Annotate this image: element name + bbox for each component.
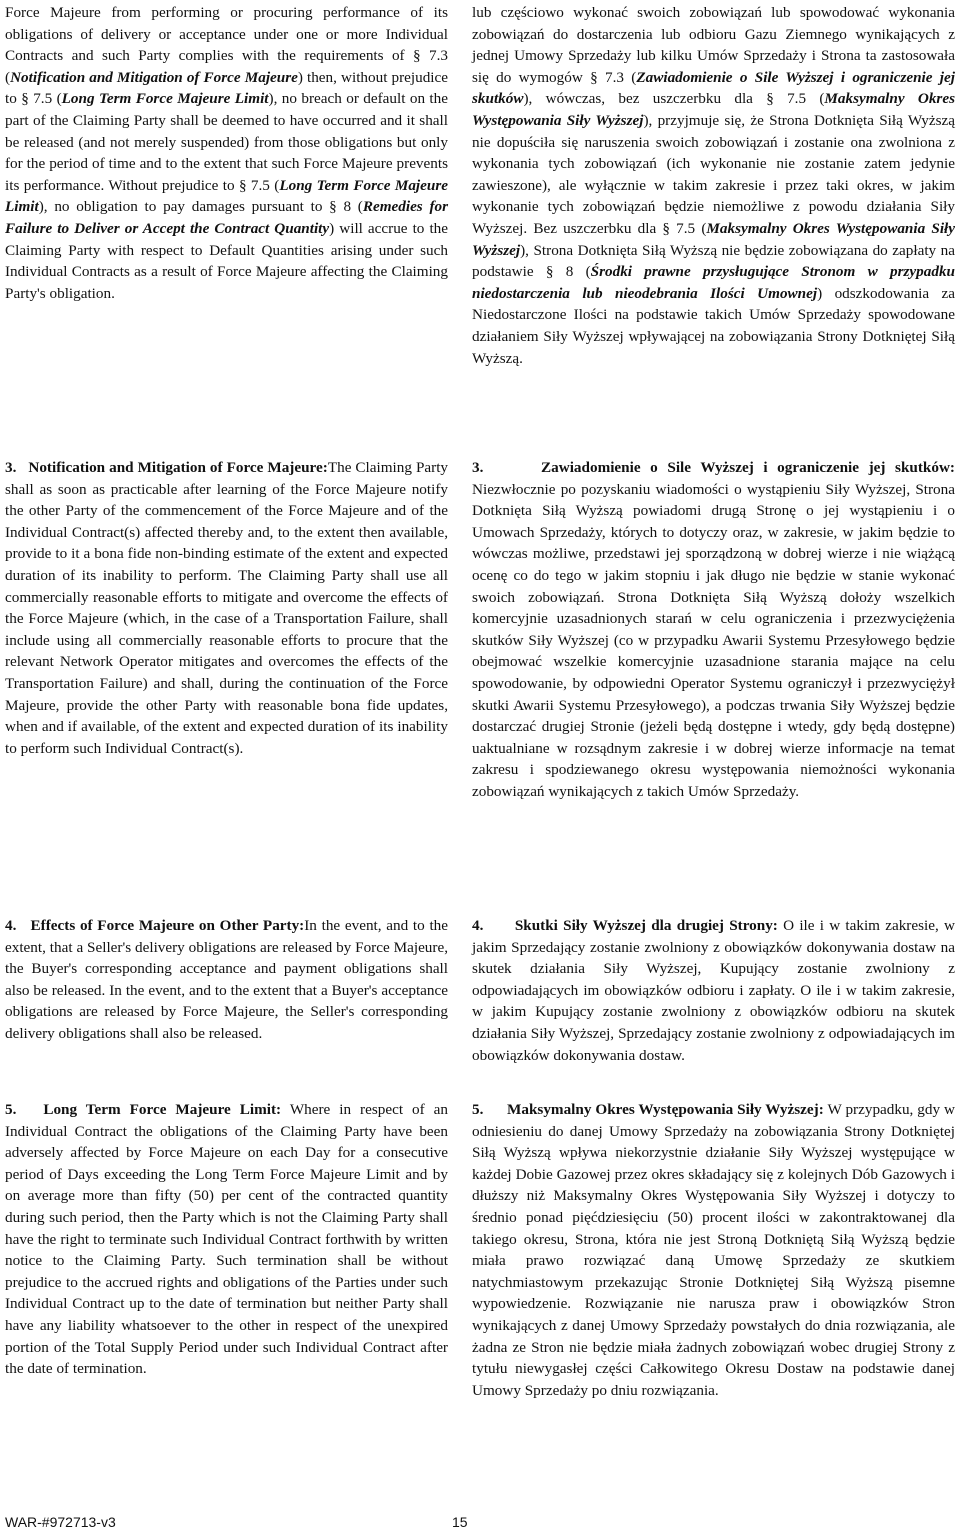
section-sign: § <box>590 68 598 86</box>
paragraph <box>472 915 955 1066</box>
text-run: Where in respect of an Individual Contract the obligations of the Claiming Party have been adversely affected by Force Majeure on each Day for a consecutive period of Days exceeding the Long Term Force Majeure Limit and by on average more than fifty (50) per cent of the contracted quantity during such period, then the Party which is not the Claiming Party shall have the right to terminate such Individual Contract forthwith by written notice to the Claiming Party. Such termination shall be without prejudice to the accrued rights and obligations of the Parties under such Individual Contract up to the date of termination but neither Party shall have any liability whatsoever to the other in respect of the unexpired portion of the Total Supply Period under such Individual Contract after the date of termination. <box>5 1101 448 1378</box>
clause-heading: 4. Skutki Siły Wyższej dla drugiej Strony: <box>472 917 778 934</box>
text-run: ), wówczas, bez uszczerbku dla <box>523 90 767 108</box>
section-sign: § <box>766 90 774 108</box>
text-run: O ile i w takim zakresie, w jakim Sprzedający zostanie zwolniony z obowiązków dokonywania dostaw na skutek działania Siły Wyższej, Kupujący zostanie zwolniony z odpowiadających im obowiązków odbioru i zapłaty. O ile i w takim zakresie, w jakim Kupujący zostanie zwolniony z obowiązków odbioru na skutek działania Siły Wyższej, Sprzedający zostanie zwolniony z odpowiadających im obowiązków dokonywania dostaw. <box>472 917 955 1064</box>
cross-reference-title: Long Term Force Majeure Limit <box>5 176 448 216</box>
clause-heading: 5. Maksymalny Okres Występowania Siły Wyższej: <box>472 1101 824 1118</box>
section-sign: § <box>545 263 554 281</box>
cross-reference-title: Notification and Mitigation of Force Majeure <box>10 68 298 86</box>
text-run: ) odszkodowania za Niedostarczone Ilości na podstawie takich Umów Sprzedaży spowodowane działaniem Siły Wyższej wpływającej na zobowiązania Strony Dotkniętej Siłą Wyższą. <box>472 284 955 367</box>
text-run: ), no obligation to pay damages pursuant to <box>38 198 330 216</box>
clause-3-pl <box>472 457 955 803</box>
clause-5-en <box>5 1099 448 1380</box>
section-sign: § <box>21 90 29 108</box>
text-run: 7.3 ( <box>597 68 637 86</box>
section-sign: § <box>329 198 337 216</box>
text-run: 8 ( <box>336 198 363 216</box>
text-run: In the event, and to the extent, that a Seller's delivery obligations are released by Force Majeure, the Buyer's corresponding acceptance and payment obligations shall also be released. In the event, and to the extent that a Buyer's acceptance obligations are released by Force Majeure, the Seller's corresponding delivery obligations shall also be released. <box>5 917 449 1042</box>
paragraph <box>472 457 955 803</box>
paragraph <box>472 2 955 369</box>
clause-heading: 5. Long Term Force Majeure Limit: <box>5 1101 282 1118</box>
paragraph <box>5 2 448 304</box>
document-reference: WAR-#972713-v3 <box>5 1514 116 1530</box>
section-sign: § <box>662 219 670 237</box>
clause-4-en <box>5 915 448 1045</box>
text-run: The Claiming Party shall as soon as practicable after learning of the Force Majeure notify the other Party of the commencement of the Force Majeure and of the Individual Contract(s) affected thereby and, to the extent then available, provide to it a bona fide non-binding estimate of the extent and expected duration of its inability to perform. The Claiming Party shall use all commercially reasonable efforts to mitigate and overcome the effects of the Force Majeure (which, in the case of a Transportation Failure, shall include using all commercially reasonable efforts to procure that the relevant Network Operator mitigates and overcomes the effects of the Transportation Failure) and shall, during the continuation of the Force Majeure, provide the other Party with reasonable bona fide updates, when and if available, of the extent and expected duration of its inability to perform such Individual Contract(s). <box>5 459 449 757</box>
text-run: ), no breach or default on the part of the Claiming Party shall be deemed to have occurred and it shall be released (and not merely suspended) from those obligations but only for the period of time and to the extent that such Force Majeure prevents its performance. Without prejudice to <box>5 90 448 194</box>
clause-heading: 4. Effects of Force Majeure on Other Party: <box>5 917 305 934</box>
text-run: W przypadku, gdy w odniesieniu do danej Umowy Sprzedaży na zobowiązania Strony Dotkniętej Siłą Wyższą wpływa niekorzystnie działanie Siły Wyższej występujące w każdej Dobie Gazowej przez okres składający się z kolejnych Dób Gazowych i dłuższy niż Maksymalny Okres Występowania Siły Wyższej i dotyczy to średnio ponad pięćdziesięciu (50) procent ilości w zakontraktowanej dla takiego okresu, Strona, która nie jest Stroną Dotkniętą Siłą Wyższą będzie miała prawo rozwiązać daną Umowę Sprzedaży ze skutkiem natychmiastowym przekazując Stronie Dotkniętej Siłą Wyższą pisemne wypowiedzenie. Rozwiązanie nie narusza praw i obowiązków Stron wynikających z danej Umowy Sprzedaży powstałych do dnia rozwiązania, ale żadna ze Stron nie będzie miała żadnych zobowiązań wobec drugiej Strony z tytułu niewygasłej części Całkowitego Okresu Dostaw na podstawie danej Umowy Sprzedaży po dniu rozwiązania. <box>472 1101 955 1399</box>
paragraph <box>472 1099 955 1401</box>
section-sign: § <box>413 47 421 65</box>
clause-continuation-en <box>5 2 448 304</box>
text-run: 7.5 ( <box>669 219 707 237</box>
text-run: lub częściowo wykonać swoich zobowiązań lub spowodować wykonania zobowiązań do dostarczenia lub odbioru Gazu Ziemnego wynikających z jednej Umowy Sprzedaży lub kilku Umów Sprzedaży i Strona ta zastosowała się do wymogów <box>472 4 955 86</box>
text-run: ) then, without prejudice to <box>5 68 448 108</box>
text-run: 8 ( <box>553 263 591 281</box>
page-number: 15 <box>452 1514 468 1530</box>
text-run: Niezwłocznie po pozyskaniu wiadomości o wystąpieniu Siły Wyższej, Strona Dotknięta Siłą Wyższą powiadomi drugą Stronę o jej wystąpieniu i o Umowach Sprzedaży, których to dotyczy oraz, w zakresie, w jakim będzie to wówczas możliwe, przedstawi jej sporządzoną w dobrej wierze i nie wiążącą ocenę co do tego w jakim stopniu i jak długo nie będzie w stanie wykonać swoich zobowiązań. Strona Dotknięta Siłą Wyższą dołoży wszelkich komercyjnie uzasadnionych starań w celu ograniczenia i przezwyciężenia skutków Siły Wyższej (co w przypadku Awarii Systemu Przesyłowego będzie obejmować wszelkie komercyjnie uzasadnione starania mające na celu spowodowanie, by odpowiedni Operator Systemu ograniczył i przezwyciężył skutki Awarii Systemu Przesyłowego), a podczas trwania Siły Wyższej będzie dostarczać drugiej Stronie (jeżeli będą dostępne i wtedy, gdy będą dostępne) uaktualniane w rozsądnym zakresie i w dobrej wierze informacje na temat zakresu i spodziewanego okresu występowania niemożności wykonania zobowiązań wynikających z takich Umów Sprzedaży. <box>472 480 955 800</box>
clause-4-pl <box>472 915 955 1066</box>
paragraph <box>5 1099 448 1380</box>
text-run: Force Majeure from performing or procuring performance of its obligations of delivery or acceptance under one or more Individual Contracts and such Party complies with the requirements of <box>5 4 448 65</box>
clause-3-en <box>5 457 448 759</box>
text-run: 7.5 ( <box>246 176 280 194</box>
cross-reference-title: Maksymalny Okres Występowania Siły Wyższej <box>472 90 955 129</box>
clause-heading: 3. Notification and Mitigation of Force Majeure: <box>5 459 328 476</box>
paragraph <box>5 915 448 1045</box>
text-run: 7.5 ( <box>28 90 62 108</box>
cross-reference-title: Long Term Force Majeure Limit <box>61 90 269 108</box>
cross-reference-title: Remedies for Failure to Deliver or Accept the Contract Quantity <box>5 198 448 237</box>
cross-reference-title: Środki prawne przysługujące Stronom w przypadku niedostarczenia lub nieodebrania Ilości Umownej <box>472 263 955 302</box>
clause-continuation-pl <box>472 2 955 369</box>
clause-heading: 3. Zawiadomienie o Sile Wyższej i ograniczenie jej skutków: <box>472 459 955 476</box>
text-run: ) will accrue to the Claiming Party with respect to Default Quantities arising under such Individual Contracts as a result of Force Majeure affecting the Claiming Party's obligation. <box>5 219 448 302</box>
text-run: ), Strona Dotknięta Siłą Wyższą nie będzie zobowiązana do zapłaty na podstawie <box>472 241 955 281</box>
text-run: ), przyjmuje się, że Strona Dotknięta Siłą Wyższą nie dopuściła się naruszenia swoich zobowiązań i zostanie ona zwolniona z wykonania tych zobowiązań (ich wykonanie nie zostanie zatem jedynie zawieszone), ale wyłącznie w takim zakresie i przez taki okres, w jakim wykonanie tych zobowiązań będzie niemożliwe z powodu działania Siły Wyższej. Bez uszczerbku dla <box>472 111 955 237</box>
cross-reference-title: Zawiadomienie o Sile Wyższej i ograniczenie jej skutków <box>472 68 955 108</box>
cross-reference-title: Maksymalny Okres Występowania Siły Wyższej <box>472 219 955 259</box>
paragraph <box>5 457 448 759</box>
text-run: 7.5 ( <box>773 90 825 108</box>
section-sign: § <box>238 176 247 194</box>
text-run: 7.3 ( <box>5 47 448 86</box>
clause-5-pl <box>472 1099 955 1401</box>
